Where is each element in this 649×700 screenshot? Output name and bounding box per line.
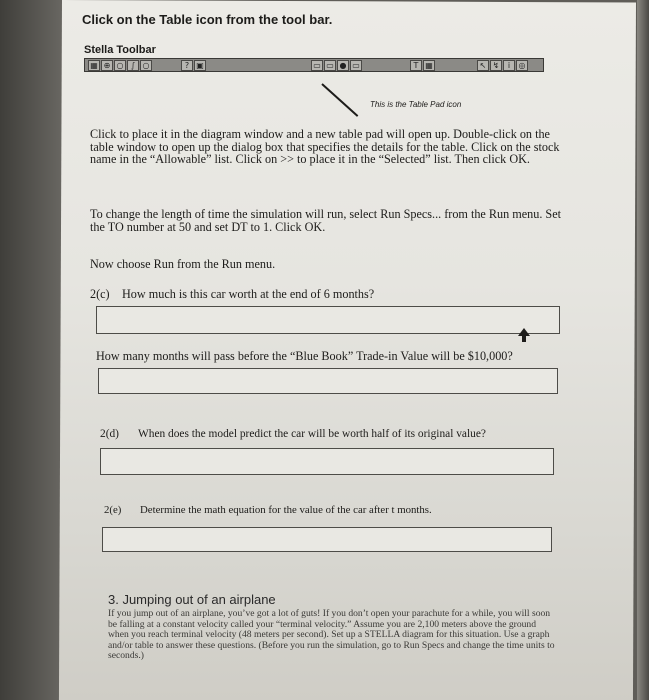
answer-box-2d[interactable] (100, 448, 554, 475)
instruction-paragraph-2: To change the length of time the simulation will run, select Run Specs... from the Run menu. Set the TO number at 50 and set DT to 1. Click OK. (90, 207, 561, 234)
info-icon[interactable]: i (503, 60, 515, 71)
toolbar-button[interactable]: ○ (140, 60, 152, 71)
table-pad-callout: This is the Table Pad icon (370, 100, 462, 109)
toolbar-group-table (410, 60, 435, 71)
text-icon[interactable]: T (410, 60, 422, 71)
toolbar-button[interactable]: ◎ (516, 60, 528, 71)
toolbar-group-objects (311, 60, 362, 71)
question-text: When does the model predict the car will be worth half of its original value? (138, 428, 486, 440)
question-text: How many months will pass before the “Blue Book” Trade-in Value will be $10,000? (96, 349, 513, 363)
question-number: 2(c) (90, 287, 110, 301)
toolbar-button[interactable]: ⊕ (101, 60, 113, 71)
toolbar-button[interactable]: ↯ (490, 60, 502, 71)
question-2c (90, 288, 570, 301)
section-3 (108, 592, 558, 662)
toolbar-group-help (181, 60, 206, 71)
pointer-icon[interactable]: ↖ (477, 60, 489, 71)
question-2d (100, 428, 580, 441)
question-number: 2(e) (104, 504, 122, 516)
toolbar-button[interactable]: ▭ (350, 60, 362, 71)
toolbar-button[interactable]: ○ (114, 60, 126, 71)
toolbar-group-building (88, 60, 152, 71)
stella-toolbar (84, 58, 544, 72)
question-number: 2(d) (100, 428, 119, 440)
answer-box-blue-book[interactable] (98, 368, 558, 394)
background-left (0, 0, 66, 700)
answer-box-2e[interactable] (102, 527, 552, 552)
question-2e (104, 504, 584, 517)
section-body: If you jump out of an airplane, you’ve got a lot of guts! If you don’t open your parachute for a while, you will soon be falling at a constant velocity called your “terminal velocity.” Assume you are 2,100 meters above the ground when you reach terminal velocity (48 meters per second). Set up a STELLA diagram for this situation. Use a graph and/or table to answer these questions. (Before you run the simulation, go to Run Specs and change the time units to seconds.) (108, 608, 555, 662)
toolbar-group-tools (477, 60, 528, 71)
toolbar-button[interactable]: ▭ (324, 60, 336, 71)
instruction-title: Click on the Table icon from the tool bar. (82, 12, 333, 27)
section-title: 3. Jumping out of an airplane (108, 592, 276, 607)
question-text: Determine the math equation for the value of the car after t months. (140, 504, 432, 516)
help-icon[interactable]: ? (181, 60, 193, 71)
toolbar-button[interactable]: ● (337, 60, 349, 71)
question-text: How much is this car worth at the end of 6 months? (122, 287, 375, 301)
instruction-paragraph-3: Now choose Run from the Run menu. (90, 257, 276, 271)
answer-box-2c[interactable] (96, 306, 560, 334)
table-pad-icon[interactable]: ▦ (423, 60, 435, 71)
instruction-paragraph-1: Click to place it in the diagram window and a new table pad will open up. Double-click on the table window to open up the dialog box that specifies the details for the table. Click on the stock name in the “Allowable” list. Click on >> to place it in the “Selected” list. Then click OK. (90, 127, 560, 167)
toolbar-label: Stella Toolbar (84, 44, 156, 56)
toolbar-button[interactable]: ▣ (194, 60, 206, 71)
question-blue-book (96, 350, 576, 363)
mouse-cursor-icon (518, 328, 530, 342)
toolbar-button[interactable]: ∫ (127, 60, 139, 71)
background-right (637, 0, 649, 700)
toolbar-button[interactable]: ▭ (311, 60, 323, 71)
toolbar-button[interactable]: ▦ (88, 60, 100, 71)
